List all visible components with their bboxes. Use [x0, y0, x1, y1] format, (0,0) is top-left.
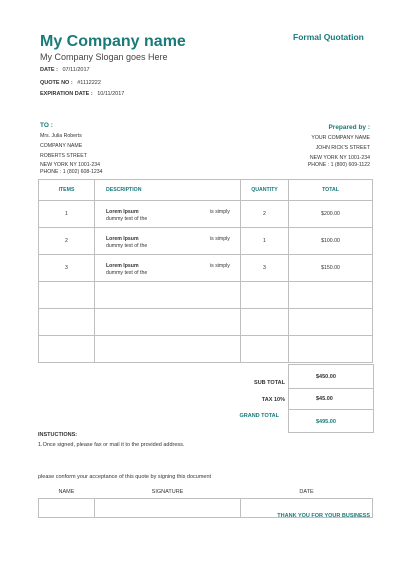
table-row [39, 201, 373, 228]
company-name: My Company name [40, 33, 186, 50]
date-row [40, 67, 90, 73]
signature-prompt: please conform your acceptance of this quote by signing this document [38, 474, 212, 480]
table-row-empty [39, 309, 373, 336]
subtotal-value: $450.00 [316, 374, 336, 380]
item-number: 2 [39, 228, 95, 255]
table-row [39, 255, 373, 282]
description-bold: Lorem Ipsum [106, 209, 139, 215]
header-total: TOTAL [289, 180, 373, 201]
items-header-row [39, 180, 373, 201]
item-quantity: 1 [241, 228, 289, 255]
date-value: 07/11/2017 [62, 67, 90, 73]
expiration-row [40, 91, 124, 97]
table-row-empty [39, 282, 373, 309]
item-description [95, 228, 241, 255]
expiration-label: EXPIRATION DATE : [40, 91, 93, 97]
prepared-city: NEW YORK NY 1001-234 [309, 155, 370, 161]
to-company: COMPANY NAME [40, 143, 83, 149]
description-bold: Lorem Ipsum [106, 236, 139, 242]
to-city: NEW YORK NY 1001-234 [40, 162, 101, 168]
prepared-street: JOHN RICK'S STREET [315, 145, 370, 151]
item-total: $200.00 [289, 201, 373, 228]
item-total: $100.00 [289, 228, 373, 255]
description-bold: Lorem Ipsum [106, 263, 139, 269]
to-phone: PHONE : 1 (802) 608-1234 [40, 169, 103, 175]
items-table [38, 179, 373, 363]
thank-you-message: THANK YOU FOR YOUR BUSINESS [277, 513, 370, 519]
signature-header-row [39, 486, 373, 499]
table-row-empty [39, 336, 373, 363]
description-right: is simply [210, 236, 230, 242]
item-description [95, 201, 241, 228]
table-row [39, 228, 373, 255]
tax-value: $45.00 [316, 396, 333, 402]
header-description: DESCRIPTION [95, 180, 241, 201]
header-quantity: QUANTITY [241, 180, 289, 201]
description-line2: dummy text of the [106, 243, 148, 249]
grand-total-label: GRAND TOTAL [239, 413, 279, 419]
item-quantity: 3 [241, 255, 289, 282]
signature-header-signature: SIGNATURE [151, 489, 184, 495]
grand-total-box [288, 409, 374, 433]
description-right: is simply [210, 263, 230, 269]
header-items: ITEMS [39, 180, 95, 201]
prepared-company: YOUR COMPANY NAME [311, 135, 370, 141]
tax-box [288, 388, 374, 409]
grand-total-value: $495.00 [316, 419, 336, 425]
description-line2: dummy text of the [106, 216, 148, 222]
document-title: Formal Quotation [293, 32, 364, 42]
item-number: 3 [39, 255, 95, 282]
name-field[interactable] [39, 499, 95, 518]
to-name: Mrs. Julia Roberts [40, 133, 82, 139]
instructions-label: INSTUCTIONS: [38, 432, 78, 438]
item-number: 1 [39, 201, 95, 228]
signature-header-name: NAME [58, 489, 75, 495]
item-quantity: 2 [241, 201, 289, 228]
prepared-phone: PHONE : 1 (800) 609-1122 [307, 162, 370, 168]
to-street: ROBERTS STREET [40, 153, 87, 159]
quote-no-label: QUOTE NO : [40, 80, 73, 86]
expiration-value: 10/11/2017 [97, 91, 125, 97]
subtotal-box [288, 364, 374, 388]
to-label: TO : [40, 122, 53, 129]
quote-no-value: #1112222 [77, 80, 101, 86]
date-label: DATE : [40, 67, 58, 73]
signature-field[interactable] [95, 499, 241, 518]
prepared-by-label: Prepared by : [328, 124, 370, 131]
subtotal-label: SUB TOTAL [254, 380, 285, 386]
item-total: $150.00 [289, 255, 373, 282]
description-line2: dummy text of the [106, 270, 148, 276]
item-description [95, 255, 241, 282]
instructions-text: 1.Once signed, please fax or mail it to the provided address. [38, 442, 185, 448]
company-slogan: My Company Slogan goes Here [40, 52, 168, 62]
description-right: is simply [210, 209, 230, 215]
quote-no-row [40, 80, 101, 86]
tax-label: TAX 10% [261, 397, 285, 403]
signature-header-date: DATE [299, 489, 314, 495]
